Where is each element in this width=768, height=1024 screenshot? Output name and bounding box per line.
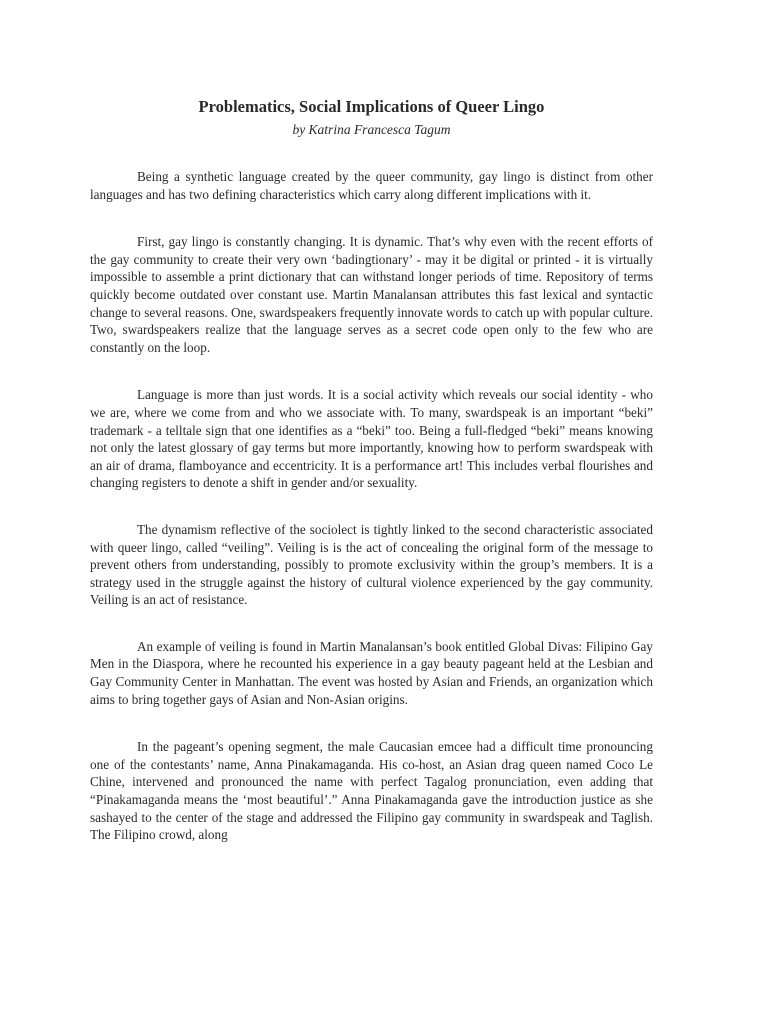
author-byline: by Katrina Francesca Tagum — [292, 122, 451, 137]
paragraph: In the pageant’s opening segment, the male Caucasian emcee had a difficult time pronouncing one of the contestants’ name, Anna Pinakamaganda. His co-host, an Asian drag queen named Coco Le Chine, intervened and pronounced the name with perfect Tagalog pronunciation, even adding that “Pinakamaganda means the ‘most beautiful’.” Anna Pinakamaganda gave the introduction justice as she sashayed to the center of the stage and addressed the Filipino gay community in swardspeak and Taglish. The Filipino crowd, along — [90, 739, 653, 843]
paragraph: Being a synthetic language created by the queer community, gay lingo is distinct from other languages and has two defining characteristics which carry along different implications with it. — [90, 169, 653, 202]
paragraph: An example of veiling is found in Martin Manalansan’s book entitled Global Divas: Filipino Gay Men in the Diaspora, where he recounted his experience in a gay beauty pageant held at the Lesbian and Gay Community Center in Manhattan. The event was hosted by Asian and Friends, an organization which aims to bring together gays of Asian and Non-Asian origins. — [90, 638, 653, 707]
document-title: Problematics, Social Implications of Queer Lingo — [198, 97, 545, 116]
document-page — [90, 96, 653, 844]
paragraph: First, gay lingo is constantly changing. It is dynamic. That’s why even with the recent efforts of the gay community to create their very own ‘badingtionary’ - may it be digital or printed - it is virtually impossible to assemble a print dictionary that can withstand longer periods of time. Repository of terms quickly become outdated over constant use. Martin Manalansan attributes this fast lexical and syntactic change to several reasons. One, swardspeakers frequently innovate words to catch up with popular culture. Two, swardspeakers realize that the language serves as a secret code open only to the few who are constantly on the loop. — [90, 234, 653, 355]
paragraph: Language is more than just words. It is a social activity which reveals our social identity - who we are, where we come from and who we associate with. To many, swardspeak is an important “beki” trademark - a telltale sign that one identifies as a “beki” too. Being a full-fledged “beki” means knowing not only the latest glossary of gay terms but more importantly, knowing how to perform swardspeak with an air of drama, flamboyance and eccentricity. It is a performance art! This includes verbal flourishes and changing registers to denote a shift in gender and/or sexuality. — [90, 387, 653, 491]
paragraph: The dynamism reflective of the sociolect is tightly linked to the second characteristic associated with queer lingo, called “veiling”. Veiling is is the act of concealing the original form of the message to prevent others from understanding, possibly to promote exclusivity within the group’s members. It is a strategy used in the struggle against the history of cultural violence experienced by the gay community. Veiling is an act of resistance. — [90, 521, 653, 608]
